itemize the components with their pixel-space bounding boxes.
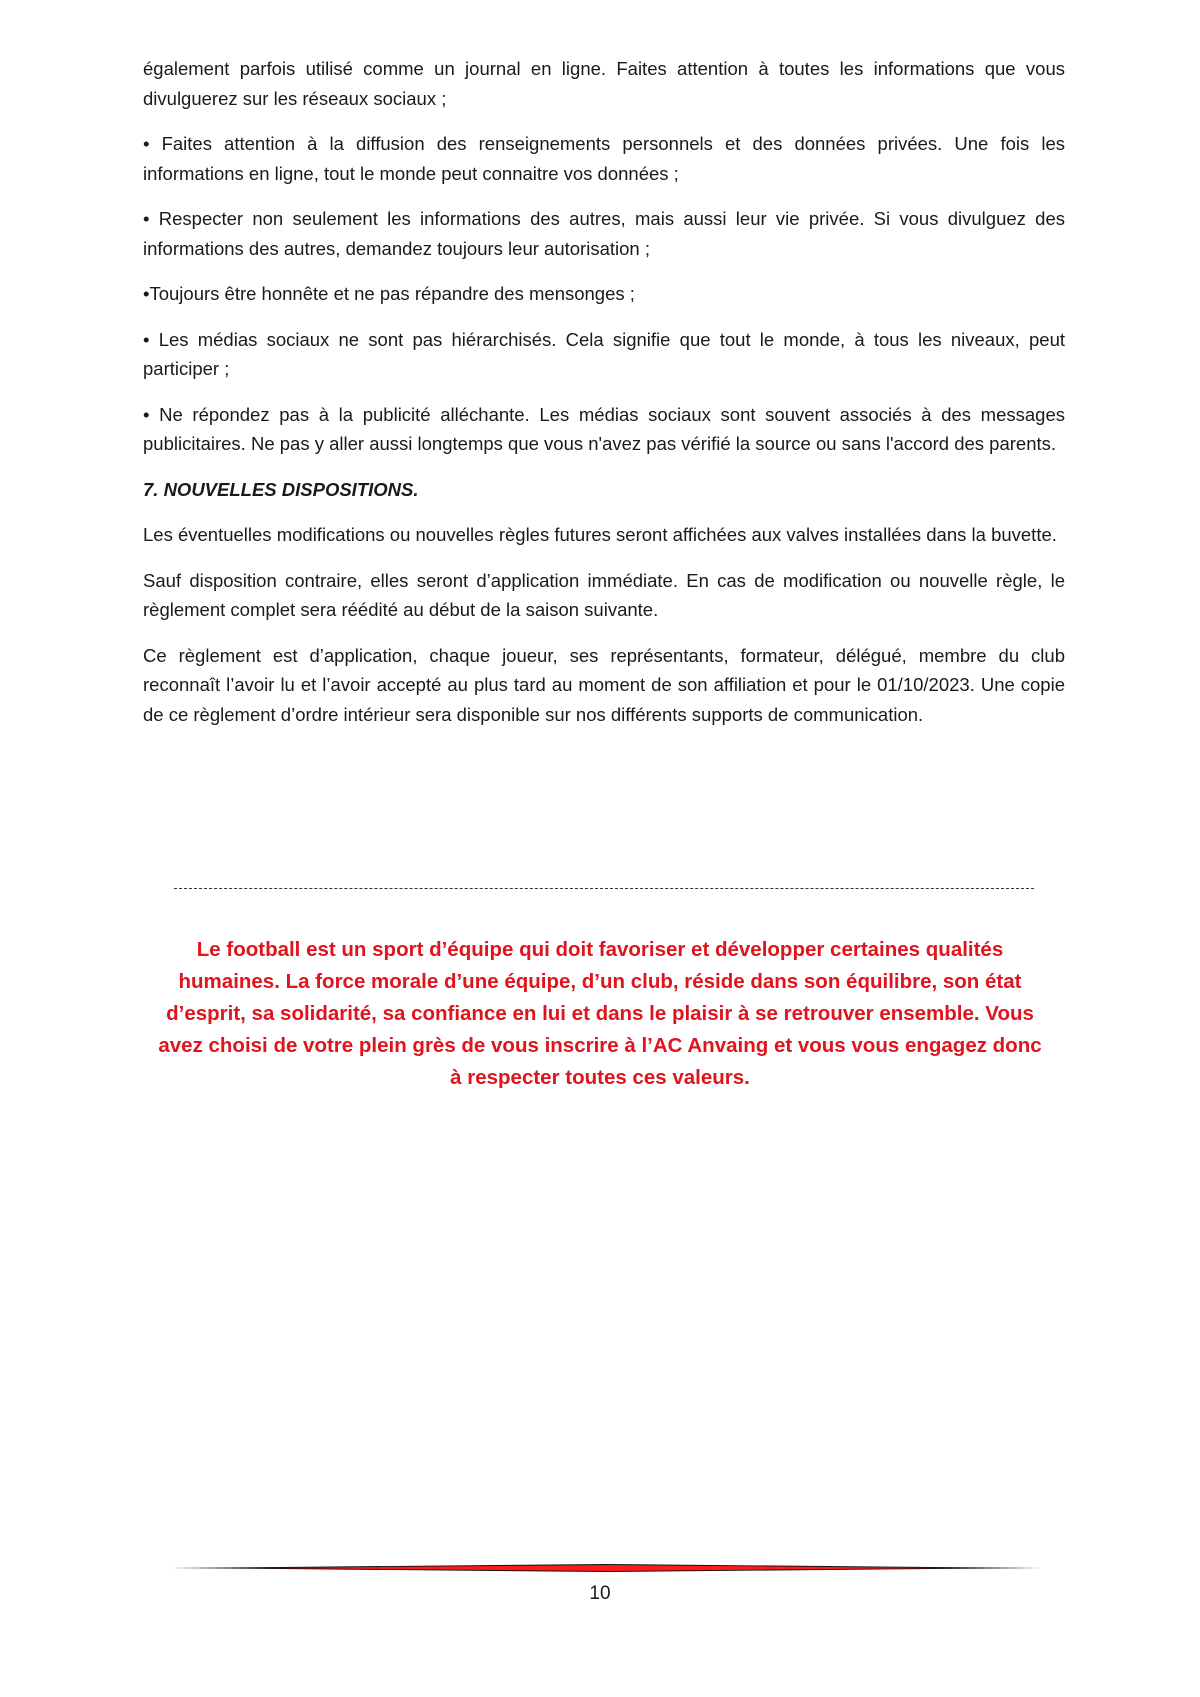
paragraph-application: Sauf disposition contraire, elles seront d’application immédiate. En cas de modification ou nouvelle règle, le règlement complet sera réédité au début de la saison suivante. <box>143 569 1065 620</box>
paragraph-modifications: Les éventuelles modifications ou nouvelles règles futures seront affichées aux valves installées dans la buvette. <box>143 524 1057 545</box>
bullet-privacy: • Respecter non seulement les informations des autres, mais aussi leur vie privée. Si vous divulguez des informations des autres, demandez toujours leur autorisation ; <box>143 208 1065 259</box>
bullet-advertising: • Ne répondez pas à la publicité alléchante. Les médias sociaux sont souvent associés à des messages publicitaires. Ne pas y aller aussi longtemps que vous n'avez pas vérifié la source ou sans l'accord des parents. <box>143 403 1065 454</box>
paragraph-intro: également parfois utilisé comme un journal en ligne. Faites attention à toutes les informations que vous divulguerez sur les réseaux sociaux ; <box>143 58 1065 109</box>
page-content <box>143 54 1065 745</box>
dashed-separator <box>174 888 1034 889</box>
bullet-personal-data: • Faites attention à la diffusion des renseignements personnels et des données privées. Une fois les informations en ligne, tout le monde peut connaitre vos données ; <box>143 133 1065 184</box>
footer-divider <box>170 1563 1042 1573</box>
club-motto: Le football est un sport d’équipe qui doit favoriser et développer certaines qualités humaines. La force morale d’une équipe, d’un club, réside dans son équilibre, son état d’esprit, sa solidarité, sa confiance en lui et dans le plaisir à se retrouver ensemble. Vous avez choisi de votre plein grès de vous inscrire à l’AC Anvaing et vous vous engagez donc à respecter toutes ces valeurs. <box>158 938 1042 1089</box>
bullet-honesty: •Toujours être honnête et ne pas répandre des mensonges ; <box>143 283 635 304</box>
page-number: 10 <box>589 1583 611 1604</box>
paragraph-acceptance: Ce règlement est d’application, chaque joueur, ses représentants, formateur, délégué, membre du club reconnaît l’avoir lu et l’avoir accepté au plus tard au moment de son affiliation et pour le 01/10/2023. Une copie de ce règlement d’ordre intérieur sera disponible sur nos différents supports de communication. <box>143 644 1065 725</box>
bullet-hierarchy: • Les médias sociaux ne sont pas hiérarchisés. Cela signifie que tout le monde, à tous les niveaux, peut participer ; <box>143 328 1065 379</box>
section-heading: 7. NOUVELLES DISPOSITIONS. <box>143 478 419 500</box>
